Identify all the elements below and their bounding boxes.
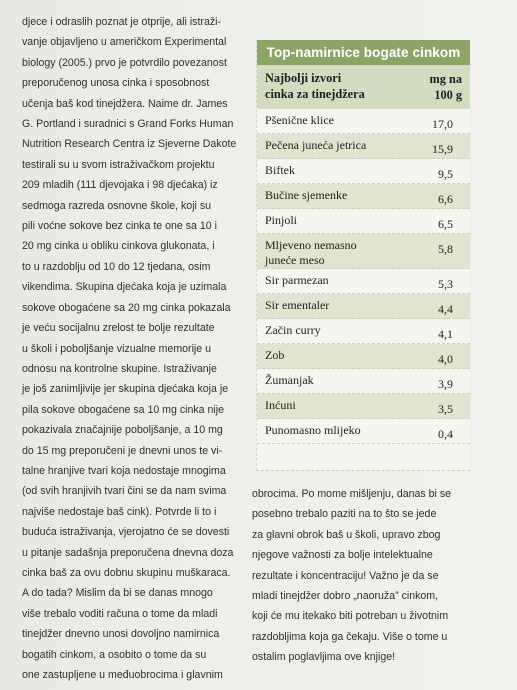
- food-name: [257, 394, 417, 418]
- left-line: A do tada? Mislim da bi se danas mnogo: [22, 587, 213, 600]
- left-line: vanje objavljeno u američkom Experimental: [22, 36, 227, 49]
- left-line: bogatih cinkom, a osobito o tome da su: [22, 648, 207, 661]
- zinc-value: 3,9: [438, 377, 453, 391]
- zinc-value: 5,3: [438, 277, 453, 291]
- left-line: G. Portland i suradnici s Grand Forks Human: [22, 118, 234, 131]
- zinc-value: 4,1: [438, 327, 453, 341]
- table-row: [257, 269, 470, 294]
- table-row: [257, 209, 470, 234]
- left-line: 20 mg cinka u obliku cinkova glukonata, i: [22, 240, 215, 253]
- header-value-line-2: 100 g: [434, 88, 462, 102]
- left-line: talne hranjive tvari koja nedostaje mnogima: [22, 464, 226, 477]
- header-food-line-1: Najbolji izvori: [265, 71, 342, 85]
- left-line: cinka baš za ovu dobnu skupinu muškaraca.: [22, 566, 231, 579]
- zinc-value: 17,0: [432, 117, 453, 131]
- zinc-foods-table: [256, 40, 470, 471]
- food-name-part: Biftek: [265, 163, 295, 177]
- table-row: [257, 294, 470, 319]
- food-name-part: Pečena juneća jetrica: [265, 138, 367, 152]
- food-name-part: Mljeveno nemasno: [265, 238, 357, 252]
- left-line: pila sokove obogaćene sa 10 mg cinka nije: [22, 403, 225, 416]
- zinc-value: 9,5: [438, 167, 453, 181]
- food-name-part: Začin curry: [265, 323, 321, 337]
- food-name-part: Zob: [265, 348, 285, 362]
- left-text-column: [22, 12, 248, 685]
- table-header: [257, 65, 470, 109]
- food-name: [257, 294, 417, 318]
- zinc-value: 5,8: [438, 242, 453, 256]
- right-line: za glavni obrok baš u školi, upravo zbog: [252, 528, 441, 541]
- left-line: buduća istraživanja, vjerojatno će se dovesti: [22, 526, 230, 539]
- left-line: je veću socijalnu zrelost te bolje rezultate: [22, 322, 215, 335]
- right-line: koji će mu itekako biti potreban u životnim: [252, 610, 449, 623]
- table-body: [257, 109, 470, 444]
- left-line: to u razdoblju od 10 do 12 tjedana, osim: [22, 260, 211, 273]
- food-name: [257, 419, 417, 443]
- zinc-value: 0,4: [438, 427, 453, 441]
- left-line: (od svih hranjivih tvari čini se da nam svima: [22, 485, 227, 498]
- left-line: testirali su u svom istraživačkom projektu: [22, 158, 215, 171]
- food-name: [257, 209, 417, 233]
- food-name-part: Pšenične klice: [265, 113, 334, 127]
- left-paragraph: [22, 12, 248, 685]
- header-food-line-2: cinka za tinejdžera: [265, 87, 365, 101]
- food-name-part: juneće meso: [265, 253, 325, 267]
- left-line: tinejdžer dnevno unosi dovoljno namirnica: [22, 628, 220, 641]
- food-name: [257, 159, 417, 183]
- right-paragraph: [252, 484, 480, 668]
- food-name-part: Bučine sjemenke: [265, 188, 348, 202]
- left-line: u školi i poboljšanje vizualne memorije u: [22, 342, 212, 355]
- header-mg-per-100g: [407, 65, 470, 109]
- zinc-value: 6,6: [438, 192, 453, 206]
- table-row: [257, 234, 470, 269]
- left-line: najviše nedostaje baš cink). Potvrde li to i: [22, 505, 217, 518]
- left-line: pokazivala značajnije poboljšanje, a 10 mg: [22, 424, 223, 437]
- right-line: ostalim poglavljima ove knjige!: [252, 651, 396, 664]
- left-line: Nutrition Research Centra iz Sjeverne Dakote: [22, 138, 237, 151]
- food-name: [257, 344, 417, 368]
- left-line: sokove obogaćene sa 20 mg cinka pokazala: [22, 301, 231, 314]
- food-name-part: Inćuni: [265, 398, 296, 412]
- zinc-value: 15,9: [432, 142, 453, 156]
- table-row: [257, 134, 470, 159]
- header-food-source: [257, 65, 407, 109]
- zinc-value: 4,4: [438, 302, 453, 316]
- header-value-line-1: mg na: [429, 72, 462, 86]
- table-row: [257, 369, 470, 394]
- zinc-value: 4,0: [438, 352, 453, 366]
- table-title: Top-namirnice bogate cinkom: [257, 40, 470, 65]
- food-name-part: Punomasno mlijeko: [265, 423, 361, 437]
- right-line: razdobljima koja ga čekaju. Više o tome u: [252, 630, 448, 643]
- right-line: obrocima. Po mome mišljenju, danas bi se: [252, 488, 452, 500]
- right-line: posebno trebalo paziti na to što se jede: [252, 508, 437, 521]
- food-name: [257, 134, 417, 158]
- table-row: [257, 319, 470, 344]
- left-line: 209 mladih (111 djevojaka i 98 djećaka) iz: [22, 179, 218, 192]
- table-row: [257, 109, 470, 134]
- table-row: [257, 394, 470, 419]
- right-text-column: [252, 484, 480, 668]
- food-name: [257, 184, 417, 208]
- left-line: je još zanimljivije jer skupina djećaka koja je: [22, 383, 229, 396]
- right-line: rezultate i koncentraciju! Važno je da se: [252, 569, 439, 582]
- left-line: one zastupljene u međuobrocima i glavnim: [22, 669, 223, 681]
- left-line: sedmoga razreda osnovne škole, koji su: [22, 199, 212, 212]
- right-line: mladi tinejdžer dobro „naoruža” cinkom,: [252, 590, 439, 603]
- table-row: [257, 344, 470, 369]
- food-name: [257, 234, 417, 268]
- food-name: [257, 109, 417, 133]
- left-line: u pitanje sadašnja preporučena dnevna doza: [22, 546, 234, 559]
- zinc-value: 3,5: [438, 402, 453, 416]
- right-line: njegove važnosti za bolje intelektualne: [252, 549, 433, 562]
- left-line: biology (2005.) prvo je potvrdilo povezanost: [22, 56, 227, 69]
- left-line: učenja baš kod tinejdžera. Naime dr. James: [22, 97, 228, 110]
- left-line: više trebalo voditi računa o tome da mladi: [22, 607, 218, 620]
- left-line: do 15 mg preporučeni je dnevni unos te vi-: [22, 444, 223, 457]
- table-row: [257, 159, 470, 184]
- left-line: preporučenog unosa cinka i sposobnost: [22, 77, 210, 90]
- food-name: [257, 319, 417, 343]
- food-name-part: Pinjoli: [265, 213, 298, 227]
- left-line: odnosu na kontrolne skupine. Istraživanje: [22, 362, 217, 375]
- left-line: pili voćne sokove bez cinka te one sa 10 i: [22, 220, 217, 233]
- left-line: vikendima. Skupina djećaka koja je uzimala: [22, 281, 227, 294]
- table-row: [257, 419, 470, 444]
- zinc-value: 6,5: [438, 217, 453, 231]
- food-name: [257, 369, 417, 393]
- food-name-part: Sir parmezan: [265, 273, 329, 287]
- table-row: [257, 184, 470, 209]
- food-name: [257, 269, 417, 293]
- food-name-part: Sir ementaler: [265, 298, 330, 312]
- food-name-part: Žumanjak: [265, 373, 314, 387]
- left-line: djece i odraslih poznat je otprije, ali istraži-: [22, 16, 222, 28]
